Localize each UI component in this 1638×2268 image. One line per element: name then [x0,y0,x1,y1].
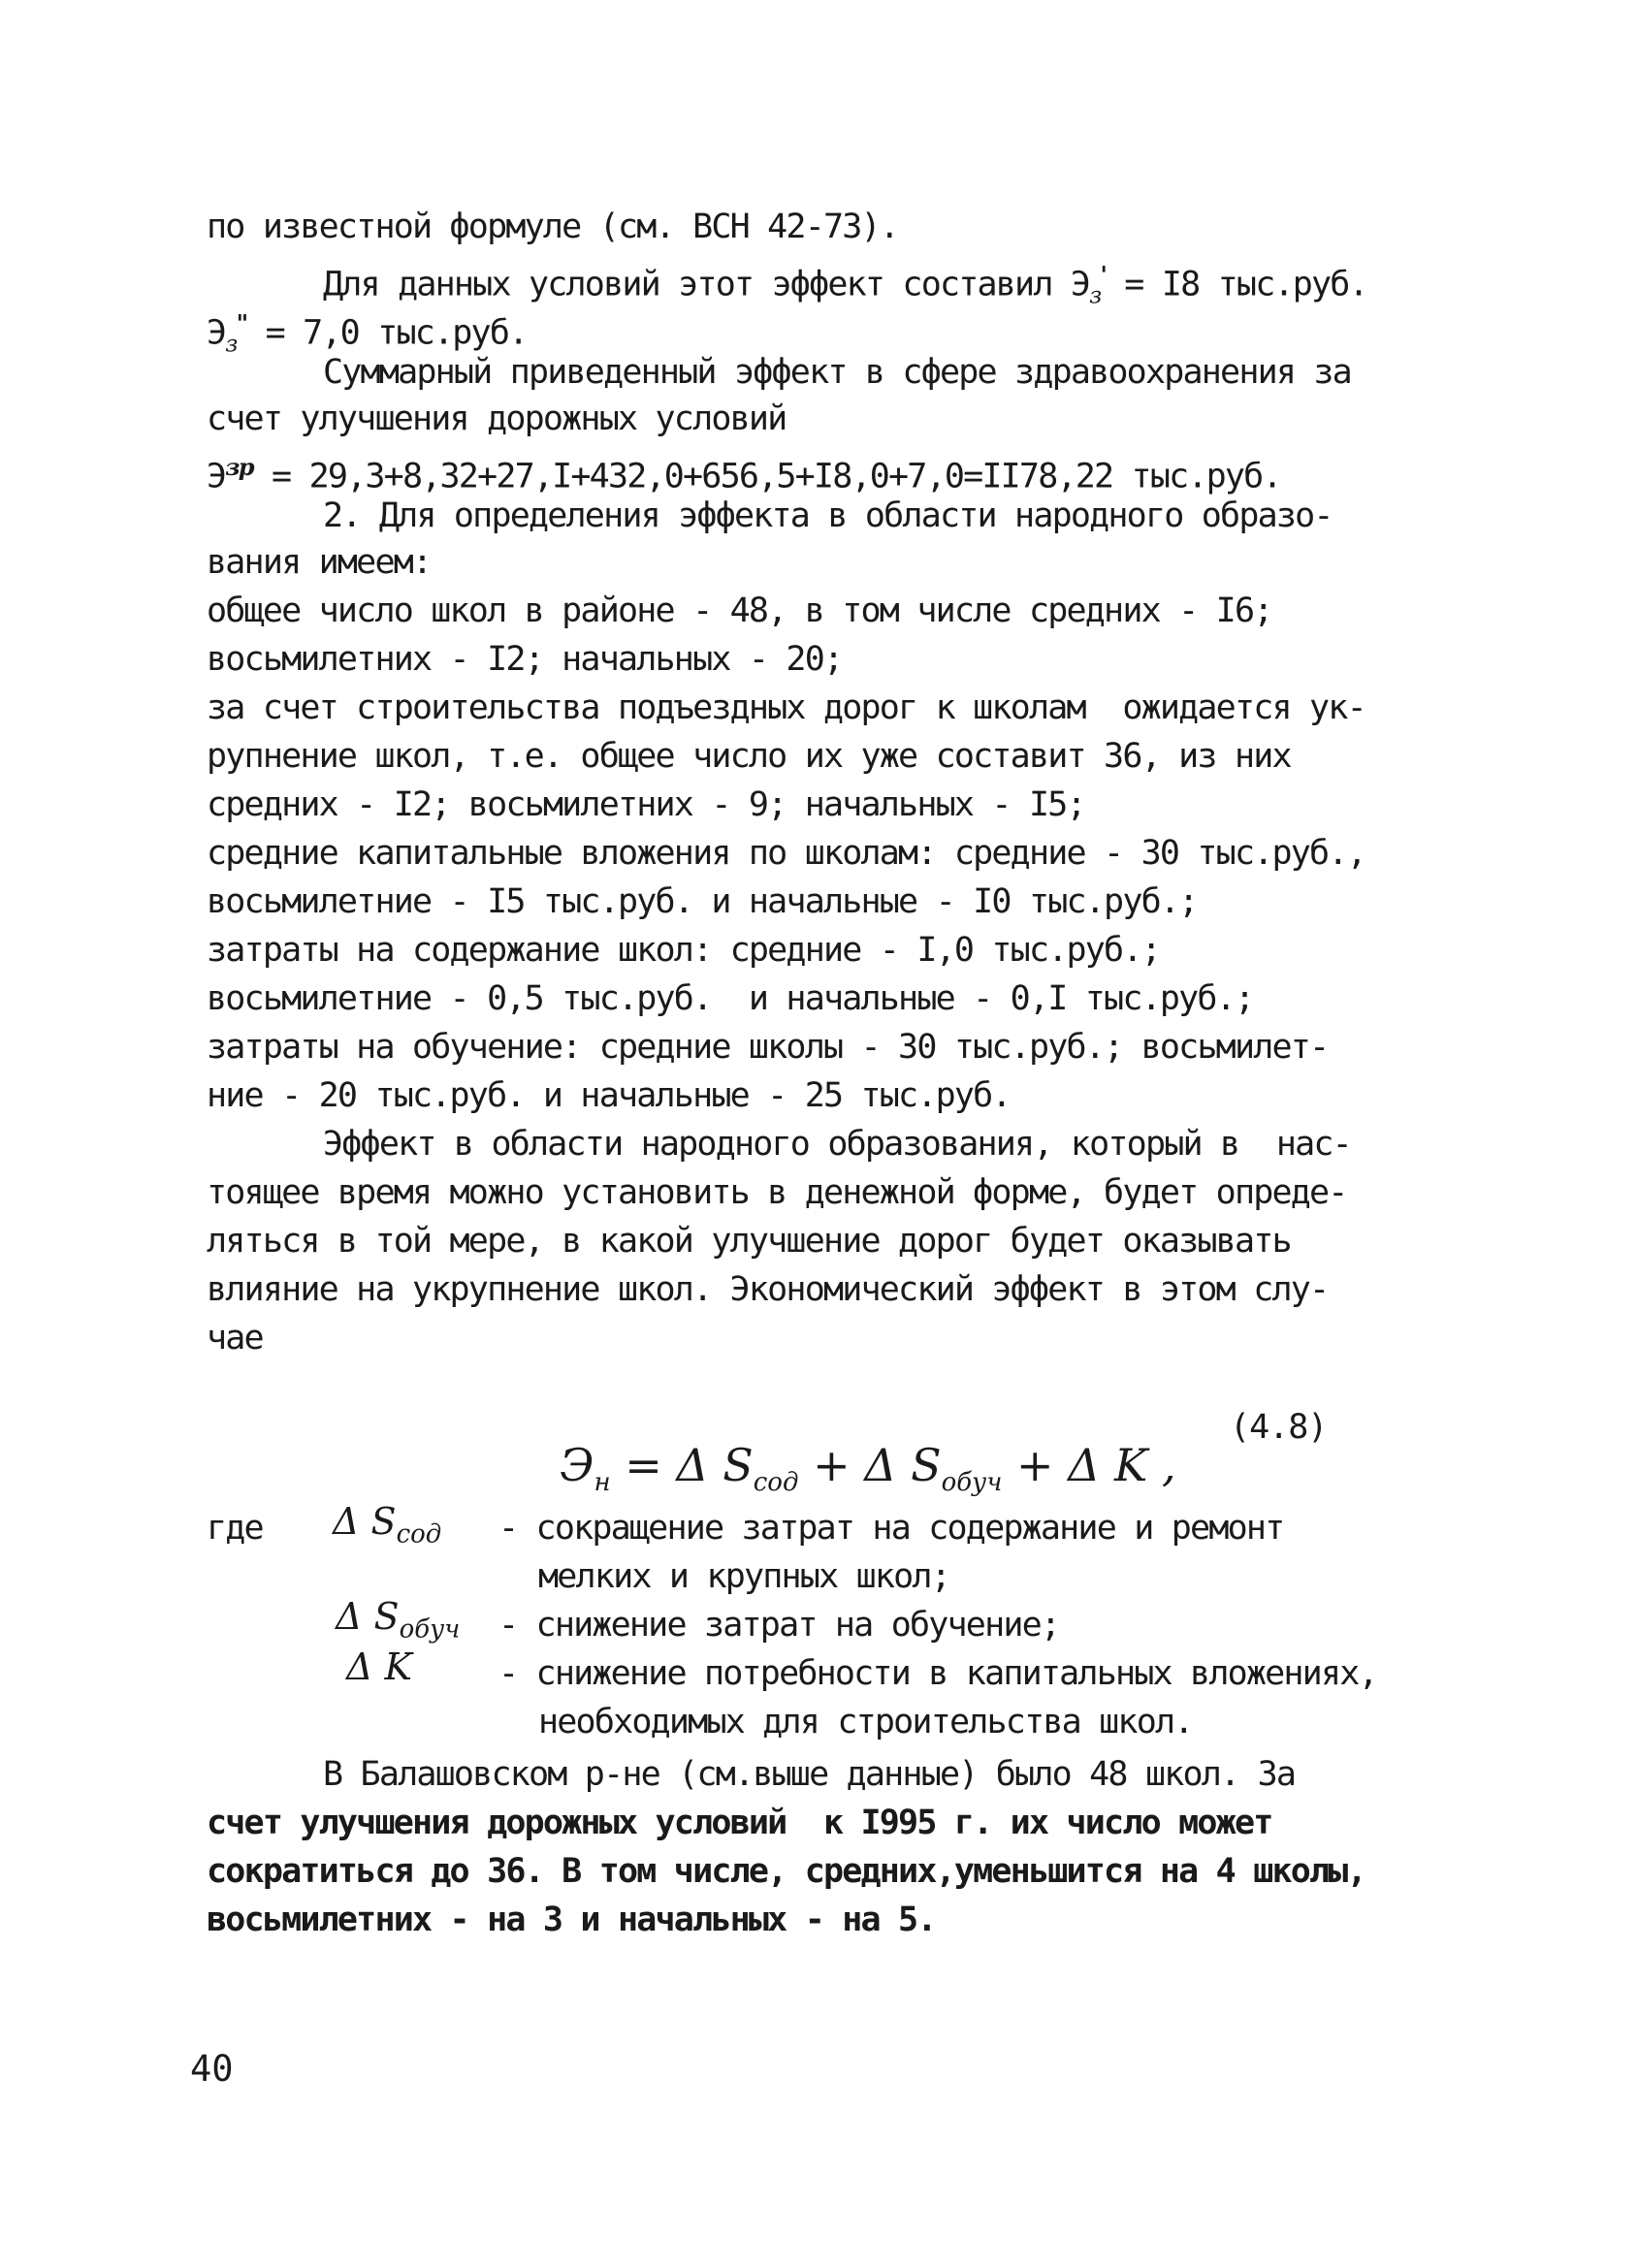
where-symbol: Δ $S_{сод}$ [333,1500,442,1549]
where-symbol: Δ K [346,1645,412,1688]
text-line: Суммарный приведенный эффект в сфере здравоохранения за [323,353,1351,392]
text-line: средние капитальные вложения по школам: средние - 30 тыс.руб., [207,834,1365,873]
text-line: счет улучшения дорожных условий к I995 г. их число может [207,1804,1272,1842]
text-line: 2. Для определения эффекта в области народного образо- [323,496,1333,535]
text-line: восьмилетние - I5 тыс.руб. и начальные - I0 тыс.руб.; [207,882,1198,921]
text-line: тоящее время можно установить в денежной форме, будет опреде- [207,1173,1347,1212]
text-line: общее число школ в районе - 48, в том числе средних - I6; [207,591,1272,630]
text-line: влияние на укрупнение школ. Экономический эффект в этом слу- [207,1270,1329,1309]
where-desc: - сокращение затрат на содержание и ремонт [498,1509,1284,1548]
text-line: чае [207,1319,263,1358]
text-line: восьмилетних - I2; начальных - 20; [207,640,843,679]
equation-number: (4.8) [1230,1408,1328,1447]
text-line: счет улучшения дорожных условий [207,399,787,438]
text-line: В Балашовском р-не (см.выше данные) было 48 школ. За [323,1755,1296,1794]
text-line: ляться в той мере, в какой улучшение дорог будет оказывать [207,1222,1291,1261]
text-line: средних - I2; восьмилетних - 9; начальных - I5; [207,785,1085,824]
page-number: 40 [190,2048,234,2090]
text-line: Эффект в области народного образования, который в нас- [323,1125,1351,1164]
text-line: сократиться до 36. В том числе, средних,уменьшится на 4 школы, [207,1852,1365,1891]
where-desc: - снижение затрат на обучение; [498,1606,1060,1645]
text-line: $Э_з^" = 7,0$ тыс.руб. [207,309,528,358]
text-line: Для данных условий этот эффект составил $Э_з' = I8$ тыс.руб. [323,261,1367,309]
where-desc: необходимых для строительства школ. [538,1703,1193,1741]
where-label: где [207,1509,263,1548]
formula-4-8: $Э_н = \Delta$ $S_{сод} + \Delta$ $S_{обуч} + \Delta$ K , [560,1439,1176,1498]
text-line: затраты на обучение: средние школы - 30 тыс.руб.; восьмилет- [207,1028,1329,1067]
where-desc: мелких и крупных школ; [538,1557,949,1596]
text-line: по известной формуле (см. ВСН 42-73). [207,208,899,246]
text-line: за счет строительства подъездных дорог к школам ожидается ук- [207,688,1365,727]
text-line: рупнение школ, т.е. общее число их уже составит 36, из них [207,737,1291,776]
text-line: $Э^{зр} = 29,3+8,32+27,I+432,0+656,5+I8,0+7,0=II78,22$ тыс.руб. [207,453,1281,496]
where-symbol: Δ $S_{обуч}$ [336,1595,461,1645]
text-line: затраты на содержание школ: средние - I,0 тыс.руб.; [207,931,1160,970]
where-desc: - снижение потребности в капитальных вложениях, [498,1654,1377,1693]
text-line: восьмилетних - на 3 и начальных - на 5. [207,1901,936,1939]
text-line: ние - 20 тыс.руб. и начальные - 25 тыс.руб. [207,1076,1011,1115]
text-line: вания имеем: [207,543,432,582]
text-line: восьмилетние - 0,5 тыс.руб. и начальные - 0,I тыс.руб.; [207,979,1254,1018]
